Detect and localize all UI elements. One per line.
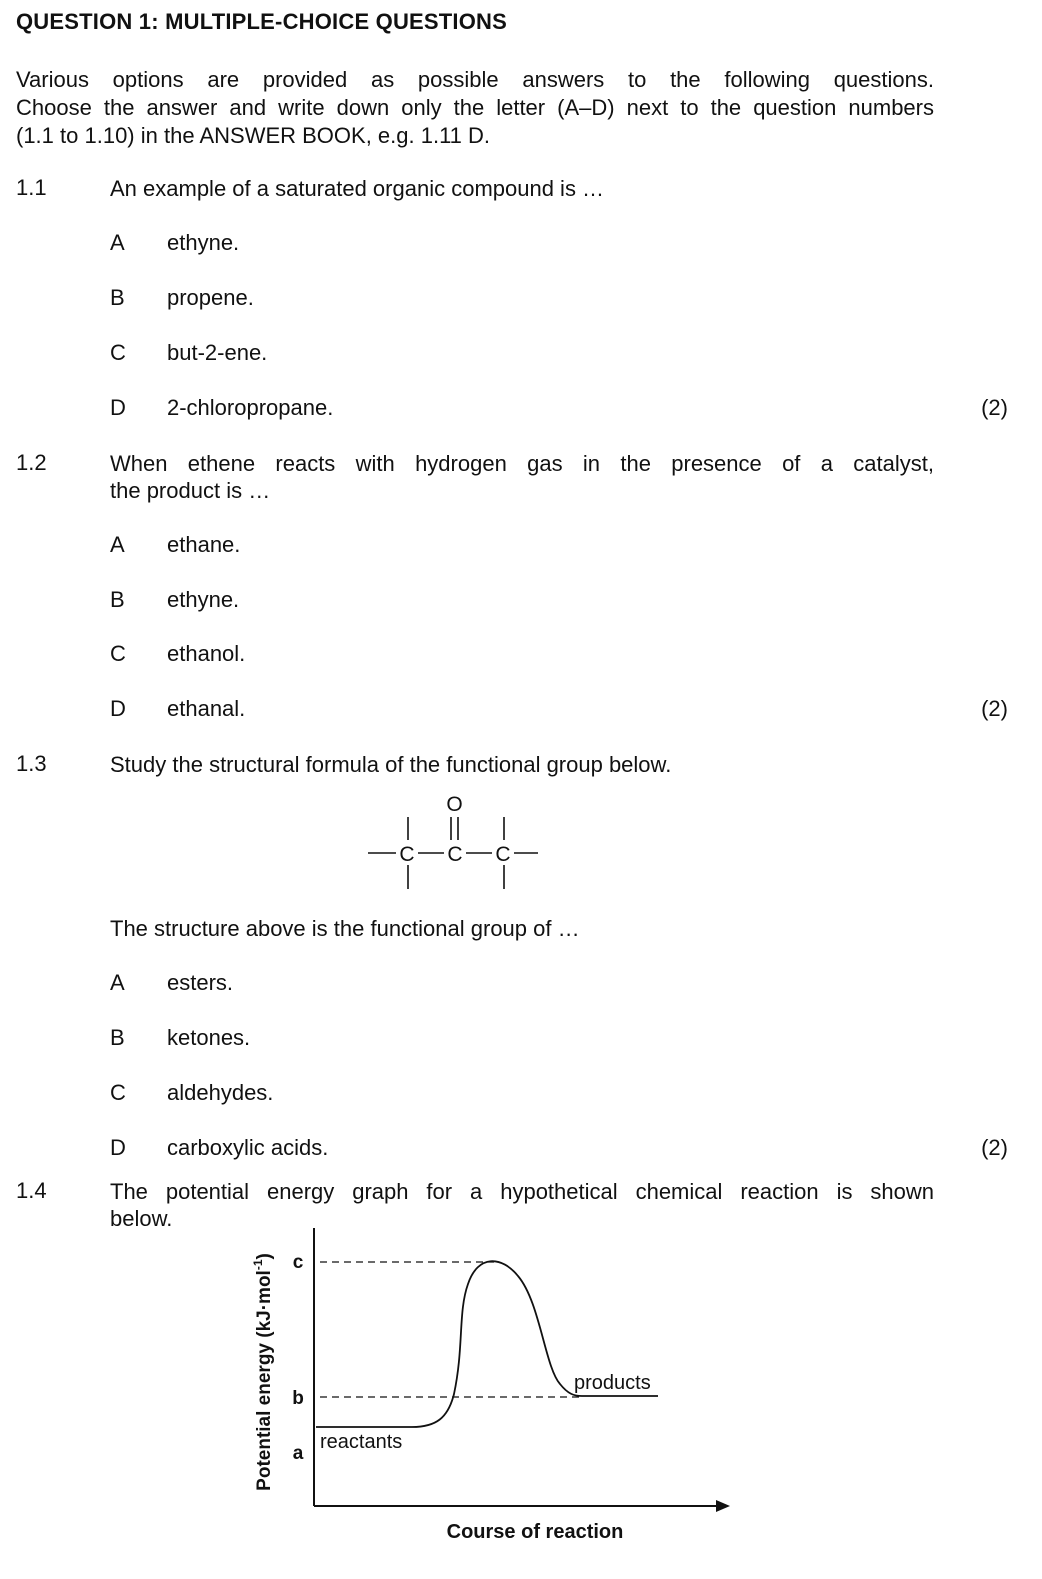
question-number: 1.4 — [16, 1178, 47, 1203]
instructions-line-2: Choose the answer and write down only the letter (A–D) next to the question numbers — [16, 95, 934, 120]
x-axis-title: Course of reaction — [446, 1521, 624, 1543]
question-number: 1.1 — [16, 175, 47, 200]
y-axis-title: Potential energy (kJ·mol$^{-1}$) — [251, 1253, 275, 1491]
option-text: ethane. — [167, 532, 241, 557]
option-letter: C — [110, 1080, 126, 1105]
carbon-atom-label: C — [447, 843, 463, 866]
option-text: ethanol. — [167, 641, 246, 666]
question-text: An example of a saturated organic compound is … — [110, 176, 605, 201]
option-letter: D — [110, 395, 126, 420]
ketone-structure-diagram — [360, 788, 550, 898]
question-number: 1.3 — [16, 751, 47, 776]
option-letter: B — [110, 587, 125, 612]
question-text-line-1: When ethene reacts with hydrogen gas in the presence of a catalyst, — [110, 451, 934, 476]
option-letter: B — [110, 285, 125, 310]
option-letter: A — [110, 532, 125, 557]
question-text-line-1: The potential energy graph for a hypothetical chemical reaction is shown — [110, 1179, 934, 1204]
x-axis-arrowhead — [716, 1500, 730, 1512]
oxygen-atom-label: O — [446, 793, 463, 816]
instructions-line-3: (1.1 to 1.10) in the ANSWER BOOK, e.g. 1.11 D. — [16, 123, 491, 148]
level-a-label: a — [292, 1443, 304, 1464]
option-text: ketones. — [167, 1025, 251, 1050]
marks: (2) — [981, 1135, 1008, 1160]
option-letter: A — [110, 970, 125, 995]
instructions-line-1: Various options are provided as possible answers to the following questions. — [16, 67, 934, 92]
option-text: ethyne. — [167, 230, 240, 255]
option-text: esters. — [167, 970, 234, 995]
instructions — [16, 66, 934, 150]
option-text: aldehydes. — [167, 1080, 274, 1105]
question-followup: The structure above is the functional group of … — [110, 916, 580, 941]
option-letter: B — [110, 1025, 125, 1050]
question-text-line-2: the product is … — [110, 478, 271, 503]
question-number: 1.2 — [16, 450, 47, 475]
option-text: 2-chloropropane. — [167, 395, 334, 420]
question-text — [110, 450, 934, 504]
marks: (2) — [981, 395, 1008, 420]
question-text-line-2: below. — [110, 1206, 173, 1231]
option-letter: C — [110, 641, 126, 666]
option-text: propene. — [167, 285, 254, 310]
carbon-atom-label: C — [495, 843, 511, 866]
option-text: ethanal. — [167, 696, 246, 721]
section-heading: QUESTION 1: MULTIPLE-CHOICE QUESTIONS — [16, 9, 508, 34]
marks: (2) — [981, 696, 1008, 721]
option-text: carboxylic acids. — [167, 1135, 329, 1160]
level-c-label: c — [292, 1252, 304, 1273]
option-letter: D — [110, 1135, 126, 1160]
carbon-atom-label: C — [399, 843, 415, 866]
level-b-label: b — [292, 1388, 304, 1409]
option-letter: A — [110, 230, 125, 255]
option-text: but-2-ene. — [167, 340, 268, 365]
option-letter: C — [110, 340, 126, 365]
reactants-label: reactants — [320, 1431, 403, 1453]
potential-energy-graph — [240, 1222, 740, 1552]
question-text: Study the structural formula of the functional group below. — [110, 752, 672, 777]
option-letter: D — [110, 696, 126, 721]
products-label: products — [574, 1372, 651, 1394]
option-text: ethyne. — [167, 587, 240, 612]
energy-curve — [316, 1261, 658, 1427]
